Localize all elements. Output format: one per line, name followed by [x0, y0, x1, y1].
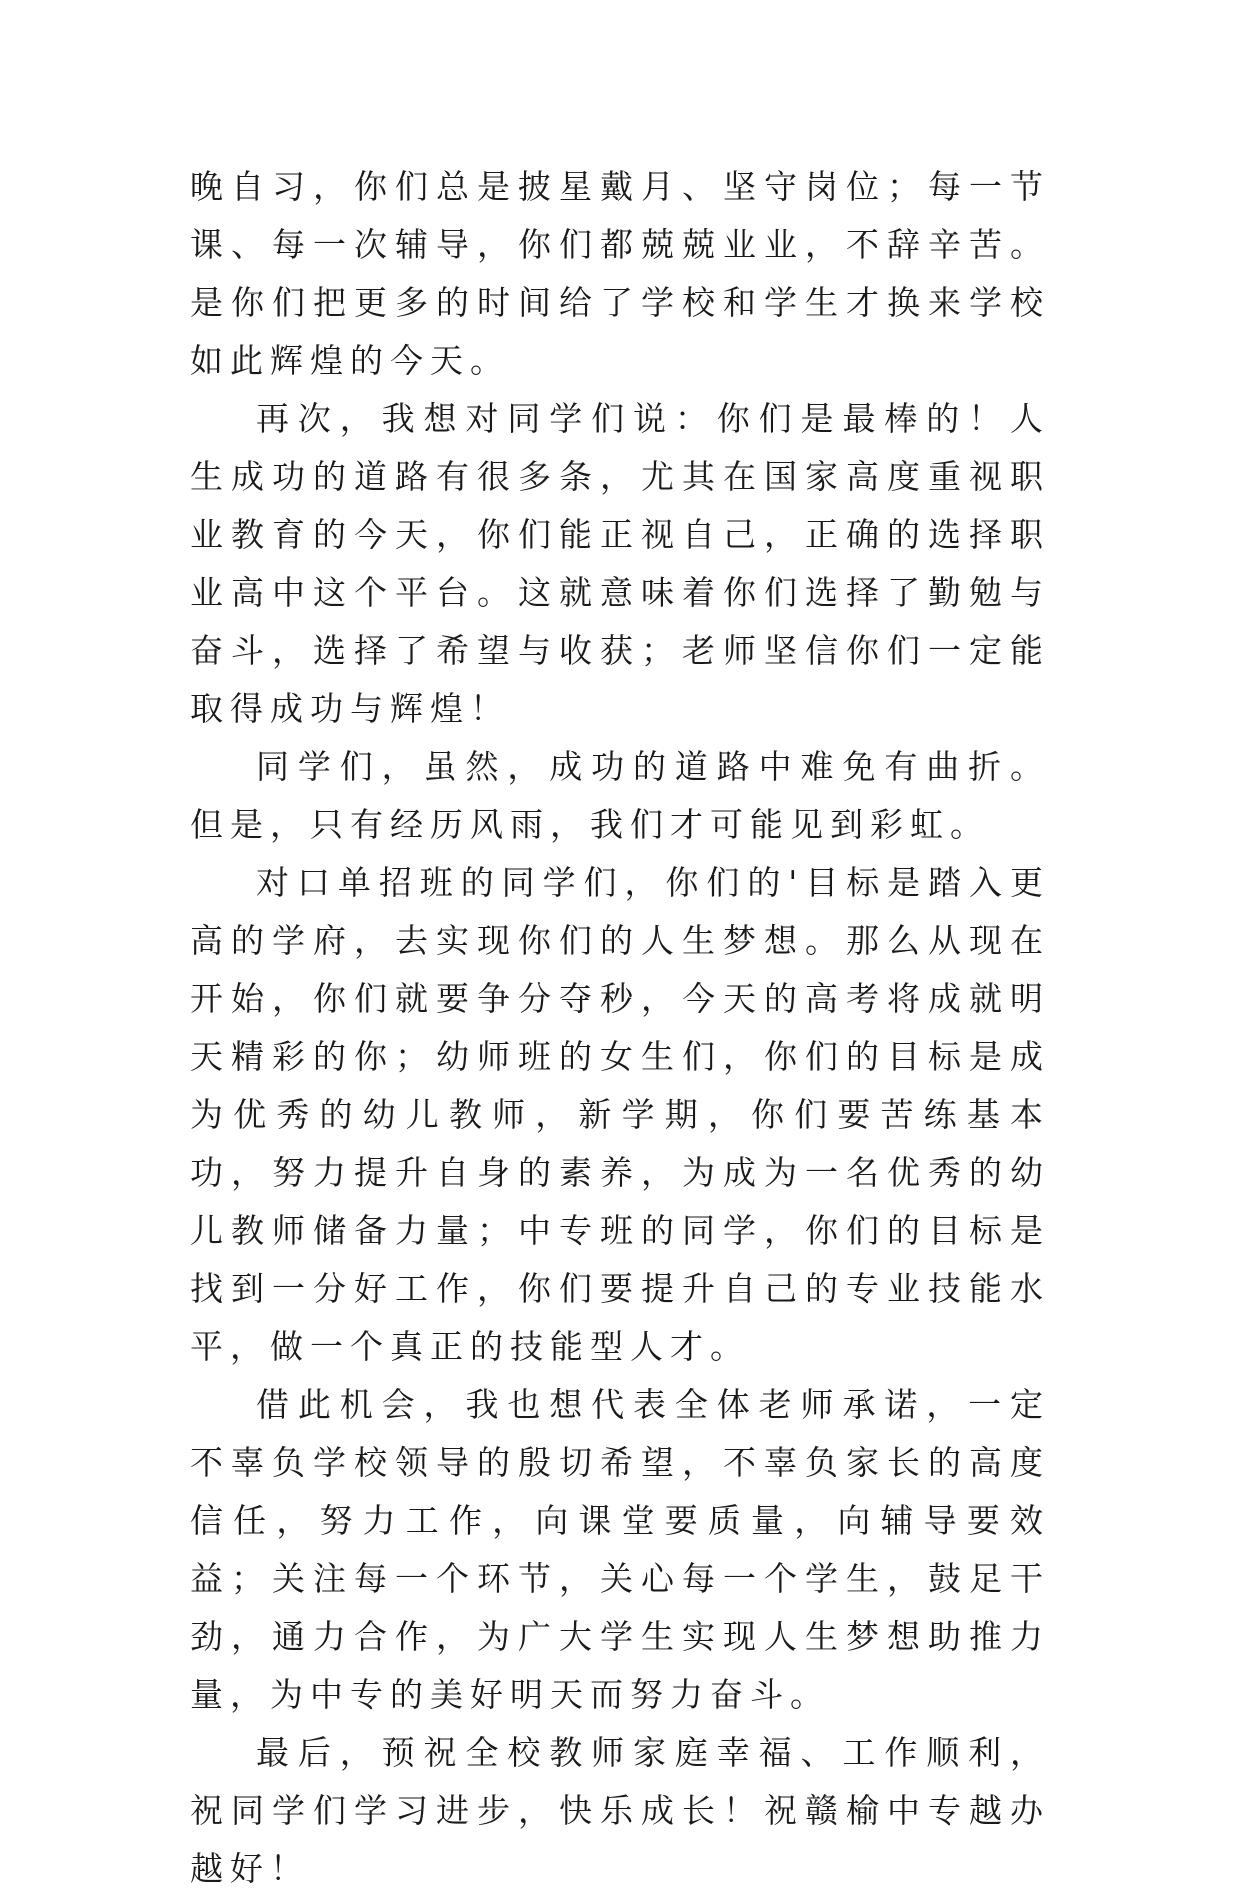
paragraph-2: 再次，我想对同学们说：你们是最棒的！人生成功的道路有很多条，尤其在国家高度重视职业教育的今天，你们能正视自己，正确的选择职业高中这个平台。这就意味着你们选择了勤勉与奋斗，选择了希望与收获；老师坚信你们一定能取得成功与辉煌！	[190, 399, 1050, 728]
paragraph-6: 最后，预祝全校教师家庭幸福、工作顺利，祝同学们学习进步，快乐成长！祝赣榆中专越办越好！	[190, 1733, 1050, 1888]
paragraph-1: 晚自习，你们总是披星戴月、坚守岗位；每一节课、每一次辅导，你们都兢兢业业，不辞辛苦。是你们把更多的时间给了学校和学生才换来学校如此辉煌的今天。	[190, 167, 1050, 380]
paragraph-3: 同学们，虽然，成功的道路中难免有曲折。但是，只有经历风雨，我们才可能见到彩虹。	[190, 747, 1050, 844]
document-body	[190, 158, 1050, 1898]
paragraph-4: 对口单招班的同学们，你们的'目标是踏入更高的学府，去实现你们的人生梦想。那么从现在开始，你们就要争分夺秒，今天的高考将成就明天精彩的你；幼师班的女生们，你们的目标是成为优秀的幼儿教师，新学期，你们要苦练基本功，努力提升自身的素养，为成为一名优秀的幼儿教师储备力量；中专班的同学，你们的目标是找到一分好工作，你们要提升自己的专业技能水平，做一个真正的技能型人才。	[190, 863, 1050, 1366]
paragraph-5: 借此机会，我也想代表全体老师承诺，一定不辜负学校领导的殷切希望，不辜负家长的高度信任，努力工作，向课堂要质量，向辅导要效益；关注每一个环节，关心每一个学生，鼓足干劲，通力合作，为广大学生实现人生梦想助推力量，为中专的美好明天而努力奋斗。	[190, 1385, 1050, 1714]
